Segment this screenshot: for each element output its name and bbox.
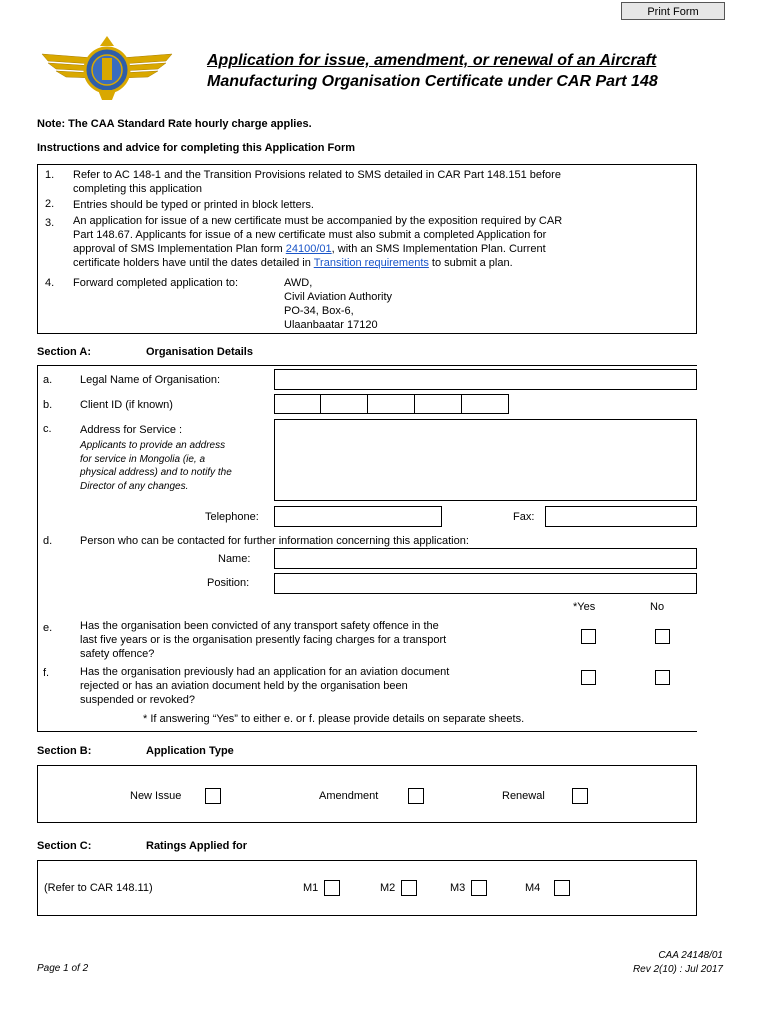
yes-footnote: * If answering “Yes” to either e. or f. please provide details on separate sheets. bbox=[143, 713, 525, 725]
rejection-no-checkbox[interactable] bbox=[655, 670, 670, 685]
caa-logo-emblem bbox=[38, 34, 176, 102]
instruction-4: Forward completed application to: bbox=[73, 277, 239, 289]
note-line: physical address) and to notify the bbox=[80, 467, 232, 478]
client-id-box-4[interactable] bbox=[414, 394, 462, 414]
client-id-box-1[interactable] bbox=[274, 394, 321, 414]
question-line: suspended or revoked? bbox=[80, 694, 195, 706]
rejection-yes-checkbox[interactable] bbox=[581, 670, 596, 685]
form-code: CAA 24148/01 bbox=[658, 950, 723, 961]
note-line: Applicants to provide an address bbox=[80, 440, 226, 451]
telephone-input[interactable] bbox=[274, 506, 442, 527]
name-label: Name: bbox=[218, 553, 251, 565]
section-a-title: Organisation Details bbox=[146, 346, 253, 358]
section-a-label: Section A: bbox=[37, 346, 91, 358]
instruction-text: , with an SMS Implementation Plan. Current bbox=[331, 243, 546, 255]
section-c-label: Section C: bbox=[37, 840, 92, 852]
question-line: rejected or has an aviation document held by the organisation been bbox=[80, 680, 408, 692]
client-id-box-2[interactable] bbox=[320, 394, 368, 414]
note-line: for service in Mongolia (ie, a bbox=[80, 453, 206, 465]
legal-name-label: Legal Name of Organisation: bbox=[80, 374, 221, 386]
rating-m3-checkbox[interactable] bbox=[471, 880, 487, 896]
yes-column-header: *Yes bbox=[573, 601, 596, 613]
item-letter: b. bbox=[43, 399, 53, 411]
rating-m2-checkbox[interactable] bbox=[401, 880, 417, 896]
contact-label: Person who can be contacted for further information concerning this application: bbox=[80, 535, 469, 547]
offence-question bbox=[80, 619, 446, 661]
rating-m4-checkbox[interactable] bbox=[554, 880, 570, 896]
title-line-2: Manufacturing Organisation Certificate under CAR Part 148 bbox=[207, 73, 658, 90]
item-letter: e. bbox=[43, 622, 53, 634]
instruction-text: approval of SMS Implementation Plan form bbox=[73, 243, 286, 255]
address-line: Ulaanbaatar 17120 bbox=[284, 319, 378, 331]
section-b-title: Application Type bbox=[146, 745, 234, 757]
address-input[interactable] bbox=[274, 419, 697, 501]
instruction-number: 4. bbox=[45, 277, 55, 289]
rating-m4-label: M4 bbox=[525, 882, 541, 894]
new-issue-checkbox[interactable] bbox=[205, 788, 221, 804]
telephone-label: Telephone: bbox=[205, 511, 259, 523]
instruction-text: certificate holders have until the dates detailed in bbox=[73, 257, 314, 269]
instruction-text: to submit a plan. bbox=[428, 257, 513, 269]
offence-yes-checkbox[interactable] bbox=[581, 629, 596, 644]
instruction-1 bbox=[73, 168, 561, 196]
instructions-heading: Instructions and advice for completing this Application Form bbox=[37, 142, 356, 154]
form-title bbox=[207, 50, 658, 92]
sms-form-link[interactable]: 24100/01 bbox=[285, 243, 332, 255]
note-line: Director of any changes. bbox=[80, 480, 189, 492]
page-number: Page 1 of 2 bbox=[37, 963, 89, 974]
section-c-title: Ratings Applied for bbox=[146, 840, 248, 852]
item-letter: c. bbox=[43, 423, 52, 435]
new-issue-label: New Issue bbox=[130, 790, 182, 802]
address-line: PO-34, Box-6, bbox=[284, 305, 354, 317]
instructions-box bbox=[37, 164, 697, 334]
item-letter: f. bbox=[43, 667, 50, 679]
fax-input[interactable] bbox=[545, 506, 697, 527]
mailing-address bbox=[284, 276, 392, 332]
rating-m2-label: M2 bbox=[380, 882, 396, 894]
item-letter: d. bbox=[43, 535, 53, 547]
instruction-text bbox=[73, 256, 693, 270]
question-line: last five years or is the organisation presently facing charges for a transport bbox=[80, 634, 447, 646]
instruction-text: Refer to AC 148-1 and the Transition Provisions related to SMS detailed in CAR Part 148.151 before bbox=[73, 169, 561, 181]
rating-m3-label: M3 bbox=[450, 882, 466, 894]
instruction-number: 1. bbox=[45, 169, 55, 181]
address-label: Address for Service : bbox=[80, 424, 183, 436]
offence-no-checkbox[interactable] bbox=[655, 629, 670, 644]
address-note bbox=[80, 439, 232, 493]
question-line: Has the organisation previously had an application for an aviation document bbox=[80, 666, 450, 678]
instruction-number: 3. bbox=[45, 217, 55, 229]
address-line: Civil Aviation Authority bbox=[284, 291, 393, 303]
legal-name-input[interactable] bbox=[274, 369, 697, 390]
rating-m1-checkbox[interactable] bbox=[324, 880, 340, 896]
client-id-box-5[interactable] bbox=[461, 394, 509, 414]
renewal-label: Renewal bbox=[502, 790, 545, 802]
item-letter: a. bbox=[43, 374, 53, 386]
instruction-text: An application for issue of a new certificate must be accompanied by the exposition required by CAR bbox=[73, 215, 563, 227]
title-line-1: Application for issue, amendment, or renewal of an Aircraft bbox=[207, 52, 657, 69]
instruction-text: completing this application bbox=[73, 183, 203, 195]
ratings-reference: (Refer to CAR 148.11) bbox=[44, 882, 153, 894]
question-line: safety offence? bbox=[80, 648, 155, 660]
instruction-text: Part 148.67. Applicants for issue of a new certificate must also submit a completed Application for bbox=[73, 229, 547, 241]
print-form-button[interactable]: Print Form bbox=[621, 2, 725, 20]
contact-name-input[interactable] bbox=[274, 548, 697, 569]
form-revision: Rev 2(10) : Jul 2017 bbox=[632, 964, 723, 975]
position-label: Position: bbox=[207, 577, 250, 589]
instruction-text bbox=[73, 242, 693, 256]
rating-m1-label: M1 bbox=[303, 882, 319, 894]
section-b-label: Section B: bbox=[37, 745, 92, 757]
no-column-header: No bbox=[650, 601, 665, 613]
address-line: AWD, bbox=[284, 277, 313, 289]
instruction-3 bbox=[73, 214, 693, 270]
question-line: Has the organisation been convicted of any transport safety offence in the bbox=[80, 620, 439, 632]
contact-position-input[interactable] bbox=[274, 573, 697, 594]
client-id-label: Client ID (if known) bbox=[80, 399, 173, 411]
amendment-checkbox[interactable] bbox=[408, 788, 424, 804]
fax-label: Fax: bbox=[513, 511, 535, 523]
instruction-number: 2. bbox=[45, 198, 55, 210]
instruction-2: Entries should be typed or printed in block letters. bbox=[73, 199, 314, 211]
renewal-checkbox[interactable] bbox=[572, 788, 588, 804]
amendment-label: Amendment bbox=[319, 790, 379, 802]
transition-requirements-link[interactable]: Transition requirements bbox=[313, 257, 429, 269]
charge-note: Note: The CAA Standard Rate hourly charge applies. bbox=[37, 118, 312, 130]
client-id-box-3[interactable] bbox=[367, 394, 415, 414]
rejection-question bbox=[80, 665, 449, 707]
